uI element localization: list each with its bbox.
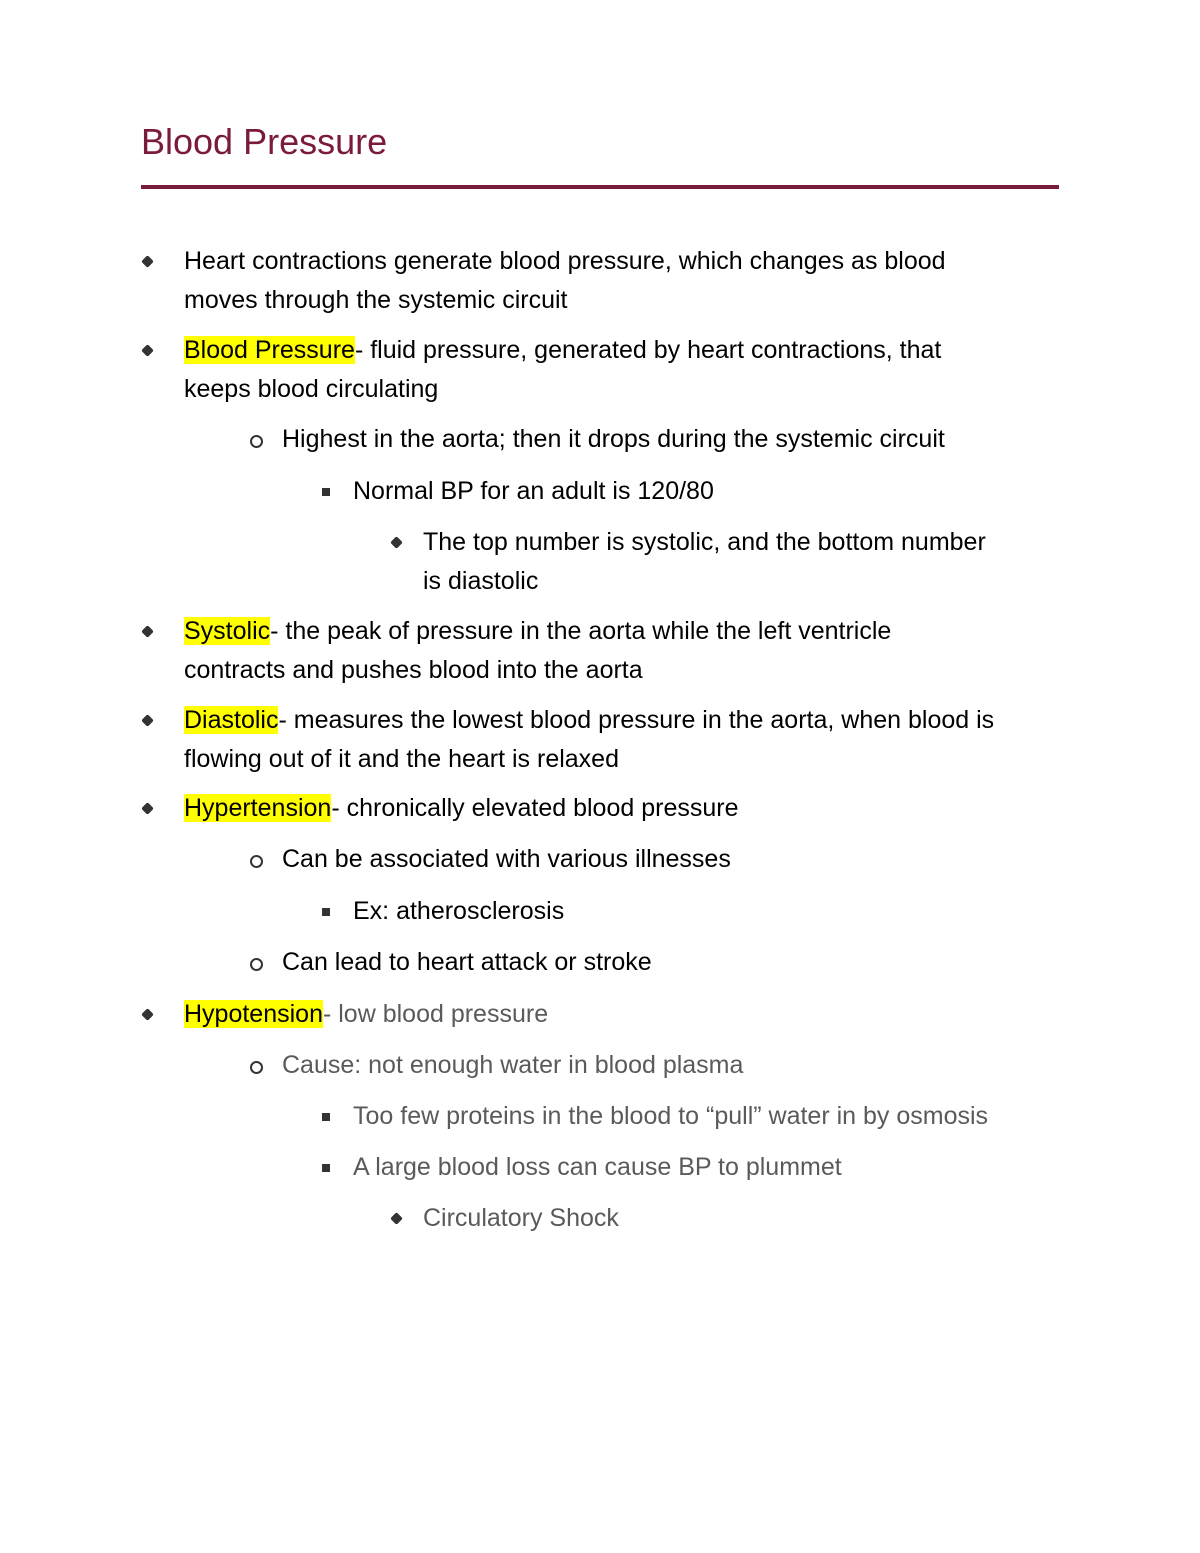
list-item-text: Ex: atherosclerosis	[353, 897, 565, 925]
list-item-text: Cause: not enough water in blood plasma	[282, 1051, 744, 1079]
diamond-bullet-icon	[137, 789, 157, 828]
list-item-text-continued: moves through the systemic circuit	[184, 286, 568, 314]
definition-text: - low blood pressure	[322, 1000, 549, 1028]
list-item	[353, 1097, 988, 1136]
list-item-text: The top number is systolic, and the bottom number	[423, 528, 986, 556]
highlighted-term: Systolic	[184, 617, 271, 645]
square-bullet-icon	[316, 892, 336, 931]
list-item	[184, 612, 891, 690]
list-item	[282, 840, 731, 879]
highlighted-term: Hypertension	[184, 794, 332, 822]
definition-text: - fluid pressure, generated by heart contractions, that	[354, 336, 942, 364]
definition-text: - measures the lowest blood pressure in the aorta, when blood is	[278, 706, 995, 734]
list-item-text: Heart contractions generate blood pressure, which changes as blood	[184, 247, 946, 275]
definition-text: - the peak of pressure in the aorta while the left ventricle	[270, 617, 892, 645]
highlighted-term: Diastolic	[184, 706, 279, 734]
list-item-text: A large blood loss can cause BP to plummet	[353, 1153, 842, 1181]
diamond-bullet-icon	[137, 242, 157, 281]
square-bullet-icon	[316, 1148, 336, 1187]
circle-bullet-icon	[246, 840, 266, 879]
diamond-bullet-icon	[137, 612, 157, 651]
definition-text: - chronically elevated blood pressure	[331, 794, 739, 822]
circle-bullet-icon	[246, 943, 266, 982]
list-item	[423, 1199, 619, 1238]
highlighted-term: Hypotension	[184, 1000, 323, 1028]
square-bullet-icon	[316, 472, 336, 511]
list-item-text: Can be associated with various illnesses	[282, 845, 731, 873]
list-item-text-continued: keeps blood circulating	[184, 375, 439, 403]
list-item	[353, 472, 714, 511]
list-item-text: Too few proteins in the blood to “pull” water in by osmosis	[353, 1102, 989, 1130]
list-item	[423, 523, 986, 601]
list-item	[184, 242, 946, 320]
list-item	[184, 789, 738, 828]
list-item	[184, 331, 941, 409]
list-item	[282, 1046, 743, 1085]
list-item-text-continued: flowing out of it and the heart is relaxed	[184, 745, 619, 773]
diamond-bullet-icon	[386, 523, 406, 562]
circle-bullet-icon	[246, 1046, 266, 1085]
list-item	[282, 943, 652, 982]
diamond-bullet-icon	[137, 331, 157, 370]
list-item-text-continued: is diastolic	[423, 567, 539, 595]
circle-bullet-icon	[246, 420, 266, 459]
list-item-text: Circulatory Shock	[423, 1204, 619, 1232]
list-item-text: Can lead to heart attack or stroke	[282, 948, 652, 976]
list-item	[353, 1148, 842, 1187]
square-bullet-icon	[316, 1097, 336, 1136]
list-item	[353, 892, 564, 931]
diamond-bullet-icon	[137, 701, 157, 740]
list-item-text-continued: contracts and pushes blood into the aorta	[184, 656, 643, 684]
list-item	[282, 420, 945, 459]
diamond-bullet-icon	[137, 995, 157, 1034]
diamond-bullet-icon	[386, 1199, 406, 1238]
list-item-text: Highest in the aorta; then it drops during the systemic circuit	[282, 425, 945, 453]
list-item	[184, 701, 994, 779]
page-title: Blood Pressure	[141, 121, 388, 162]
highlighted-term: Blood Pressure	[184, 336, 355, 364]
list-item	[184, 995, 548, 1034]
list-item-text: Normal BP for an adult is 120/80	[353, 477, 714, 505]
